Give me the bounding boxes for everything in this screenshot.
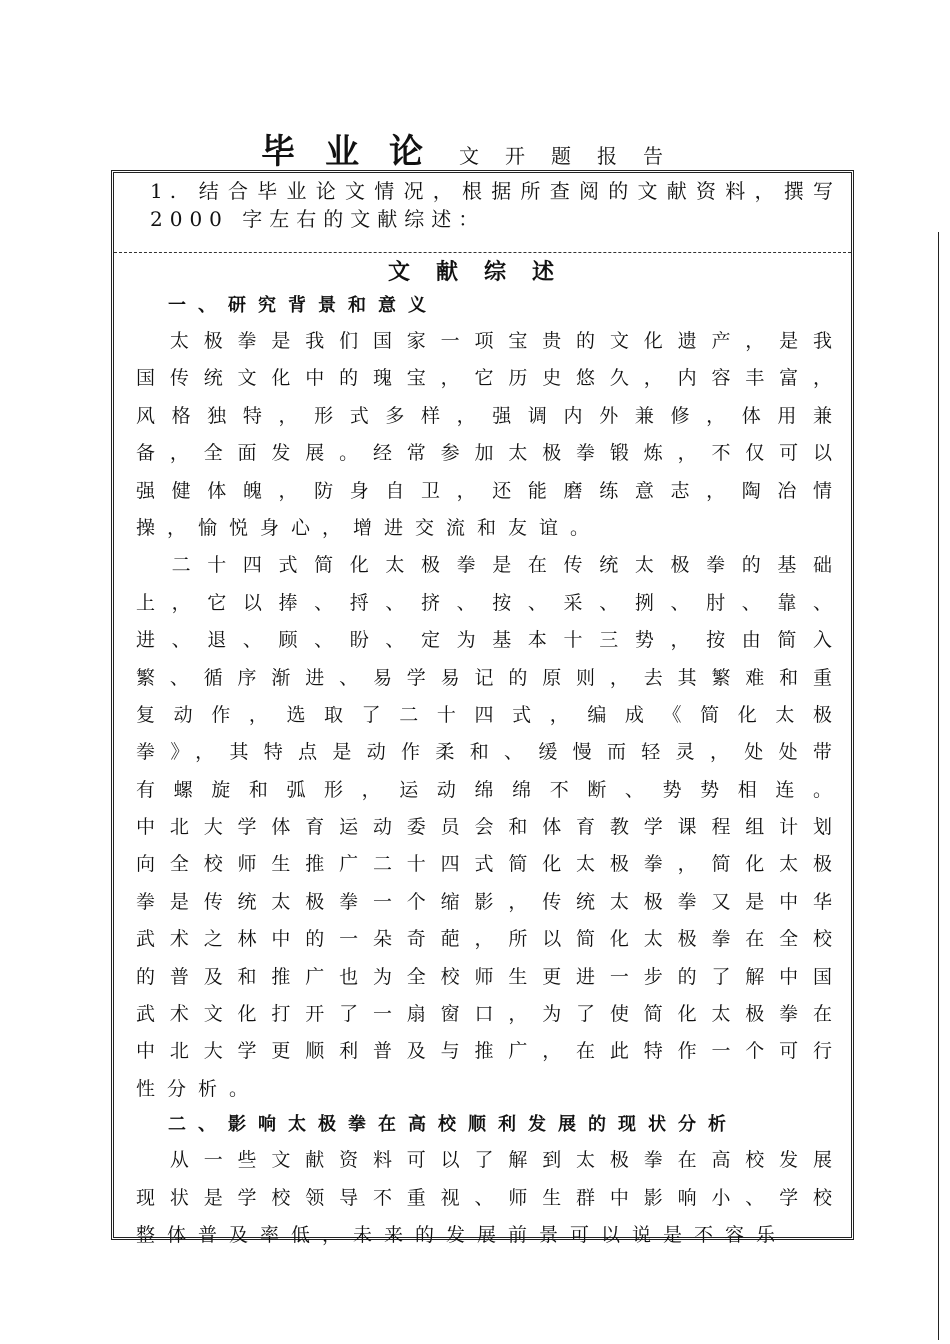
- section-heading: 一、研究背景和意义: [168, 295, 438, 316]
- body-line: 操，愉悦身心，增进交流和友谊。: [136, 516, 602, 539]
- body-line: 拳是传统太极拳一个缩影，传统太极拳又是中华: [136, 890, 847, 913]
- margin-rule: [938, 232, 939, 1340]
- body-line: 的普及和推广也为全校师生更进一步的了解中国: [136, 965, 847, 988]
- review-title: 文献综述: [387, 259, 580, 285]
- body-line: 武术之林中的一朵奇葩，所以简化太极拳在全校: [136, 928, 847, 951]
- title-rest: 文开题报告: [459, 144, 689, 168]
- prompt-cell: [114, 173, 851, 253]
- body-line: 备，全面发展。经常参加太极拳锻炼，不仅可以: [136, 442, 847, 465]
- section-heading: 二、影响太极拳在高校顺利发展的现状分析: [168, 1114, 738, 1136]
- body-line: 中北大学体育运动委员会和体育教学课程组计划: [136, 816, 847, 839]
- body-line: 二十四式简化太极拳是在传统太极拳的基础: [136, 554, 849, 577]
- body-line: 太极拳是我们国家一项宝贵的文化遗产，是我: [136, 330, 847, 352]
- prompt-text: 1. 结合毕业论文情况，根据所查阅的文献资料，撰写 2000 字左右的文献综述：: [150, 179, 840, 231]
- body-line: 复动作，选取了二十四式，编成《简化太极: [136, 703, 851, 726]
- body-line: 性分析。: [136, 1077, 261, 1100]
- body-line: 风格独特，形式多样，强调内外兼修，体用兼: [136, 404, 849, 427]
- body-line: 武术文化打开了一扇窗口，为了使简化太极拳在: [136, 1003, 847, 1026]
- body-line: 从一些文献资料可以了解到太极拳在高校发展: [136, 1149, 847, 1172]
- title-bold: 毕业论: [261, 132, 453, 172]
- report-table: [111, 170, 854, 1246]
- body-line: 现状是学校领导不重视、师生群中影响小、学校: [136, 1186, 847, 1209]
- body-line: 繁、循序渐进、易学易记的原则，去其繁难和重: [136, 666, 847, 689]
- body-line: 整体普及率低，未来的发展前景可以说是不容乐: [136, 1223, 788, 1246]
- review-body: [136, 255, 851, 1254]
- body-line: 拳》，其特点是动作柔和、缓慢而轻灵，处处带: [136, 741, 848, 764]
- body-line: 进、退、顾、盼、定为基本十三势，按由简入: [136, 629, 849, 652]
- body-line: 向全校师生推广二十四式简化太极拳，简化太极: [136, 853, 847, 876]
- page-title: [0, 124, 950, 173]
- body-line: 强健体魄，防身自卫，还能磨练意志，陶冶情: [136, 479, 849, 502]
- body-line: 有螺旋和弧形，运动绵绵不断、势势相连。: [136, 778, 851, 801]
- body-line: 中北大学更顺利普及与推广，在此特作一个可行: [136, 1040, 847, 1063]
- body-line: 上，它以捧、捋、挤、按、采、挒、肘、靠、: [136, 591, 849, 614]
- body-line: 国传统文化中的瑰宝，它历史悠久，内容丰富，: [136, 367, 847, 390]
